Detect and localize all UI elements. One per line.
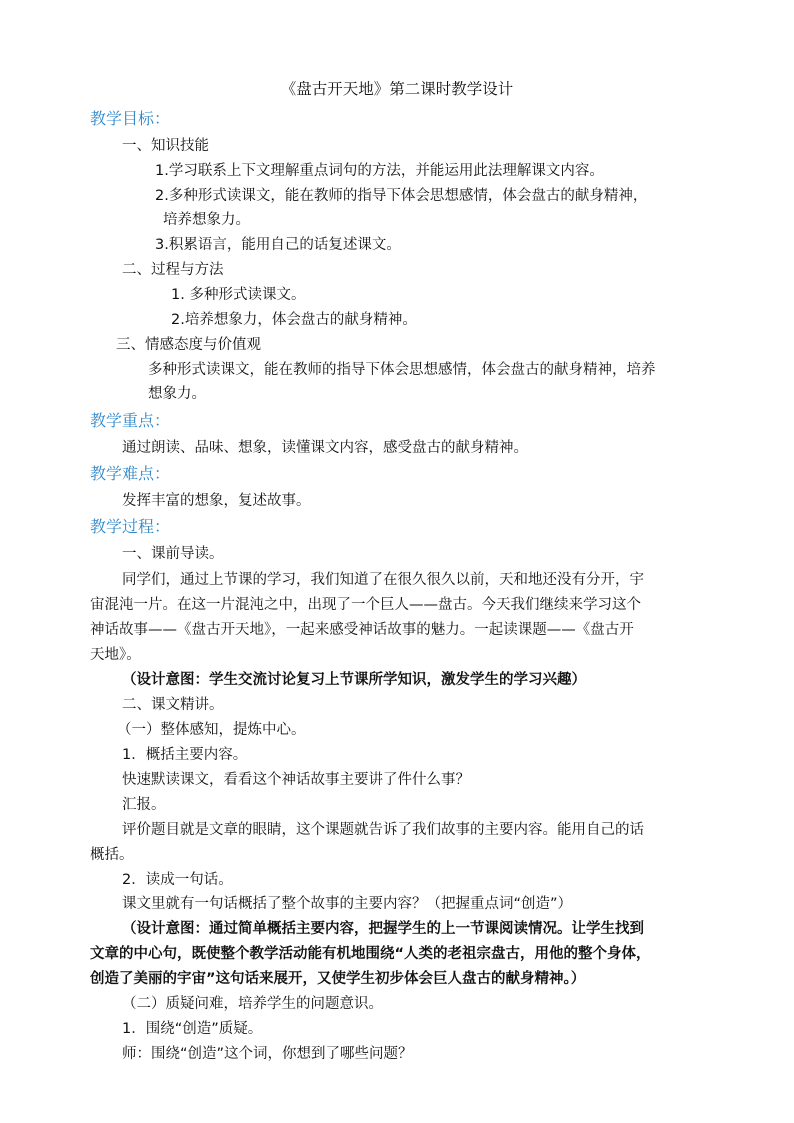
process-subsection-2: （二）质疑问难，培养学生的问题意识。 [122,996,383,1012]
goals-section-3-text: 多种形式读课文，能在教师的指导下体会思想感情，体会盘古的献身精神，培养 [148,362,656,378]
design-intent-1: （设计意图：学生交流讨论复习上节课所学知识，激发学生的学习兴趣） [122,672,586,688]
process-paragraph-line: 天地》。 [90,647,141,663]
process-item-2: 2．读成一句话。 [122,872,233,888]
process-text: 师：围绕“创造”这个词，你想到了哪些问题？ [122,1046,413,1062]
key-points-heading: 教学重点： [90,411,171,430]
document-title: 《盘古开天地》第二课时教学设计 [280,80,514,98]
goals-item-2-1: 1. 多种形式读课文。 [171,287,306,303]
goals-item-1-2-cont: 培养想象力。 [163,212,250,228]
process-item-1: 1．概括主要内容。 [122,747,248,763]
process-item-3: 1．围绕“创造”质疑。 [122,1021,263,1037]
design-intent-2-line: 创造了美丽的宇宙”这句话来展开，又使学生初步体会巨人盘古的献身精神。） [90,971,586,987]
process-step-1: 一、课前导读。 [122,546,224,562]
goals-item-1-2: 2.多种形式读课文，能在教师的指导下体会思想感情，体会盘古的献身精神， [155,188,648,204]
difficulty-heading: 教学难点： [90,464,171,483]
goals-section-3: 三、情感态度与价值观 [116,337,261,353]
process-subsection-1: （一）整体感知，提炼中心。 [117,722,306,738]
process-text: 快速默读课文，看看这个神话故事主要讲了件什么事？ [122,772,470,788]
process-paragraph-line: 神话故事——《盘古开天地》，一起来感受神话故事的魅力。一起读课题——《盘古开 [90,622,634,638]
design-intent-2-line: 文章的中心句，既使整个教学活动能有机地围绕“人类的老祖宗盘古，用他的整个身体， [90,946,651,962]
goals-item-1-1: 1.学习联系上下文理解重点词句的方法，并能运用此法理解课文内容。 [155,163,604,179]
difficulty-text: 发挥丰富的想象，复述故事。 [122,493,311,509]
process-step-2: 二、课文精讲。 [122,697,224,713]
process-heading: 教学过程： [90,517,171,536]
goals-section-1: 一、知识技能 [122,138,209,154]
process-paragraph: 同学们，通过上节课的学习，我们知道了在很久很久以前，天和地还没有分开，宇 [122,572,644,588]
goals-heading: 教学目标： [90,109,171,128]
process-text: 汇报。 [122,797,166,813]
goals-section-2: 二、过程与方法 [122,262,224,278]
key-points-text: 通过朗读、品味、想象，读懂课文内容，感受盘古的献身精神。 [122,440,528,456]
design-intent-2: （设计意图：通过简单概括主要内容，把握学生的上一节课阅读情况。让学生找到 [122,921,644,937]
goals-item-2-2: 2.培养想象力，体会盘古的献身精神。 [171,312,417,328]
goals-section-3-text-cont: 想象力。 [148,386,206,402]
goals-item-1-3: 3.积累语言，能用自己的话复述课文。 [155,237,401,253]
process-paragraph: 评价题目就是文章的眼睛，这个课题就告诉了我们故事的主要内容。能用自己的话 [122,822,644,838]
process-paragraph-line: 概括。 [90,847,134,863]
process-paragraph-line: 宙混沌一片。在这一片混沌之中，出现了一个巨人——盘古。今天我们继续来学习这个 [90,597,641,613]
process-text: 课文里就有一句话概括了整个故事的主要内容？（把握重点词“创造”） [122,896,573,912]
